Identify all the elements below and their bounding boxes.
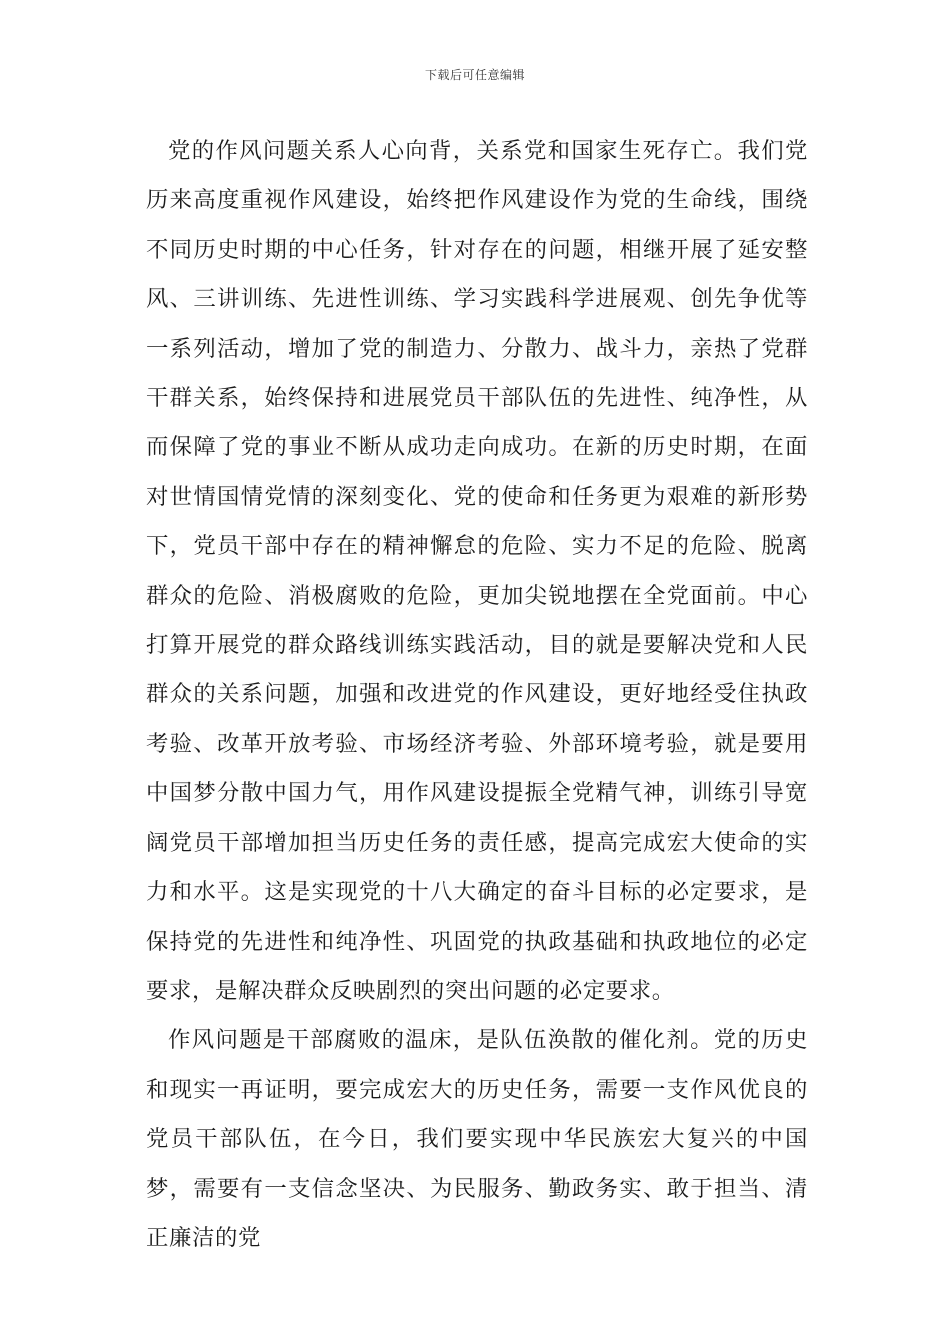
- header-note: 下载后可任意编辑: [424, 68, 525, 82]
- document-body: [146, 127, 808, 1263]
- paragraph-2: 作风问题是干部腐败的温床，是队伍涣散的催化剂。党的历史和现实一再证明，要完成宏大的历史任务，需要一支作风优良的党员干部队伍，在今日，我们要实现中华民族宏大复兴的中国梦，需要有一支信念坚决、为民服务、勤政务实、敢于担当、清正廉洁的党: [146, 1027, 808, 1251]
- paragraph-1: 党的作风问题关系人心向背，关系党和国家生死存亡。我们党历来高度重视作风建设，始终把作风建设作为党的生命线，围绕不同历史时期的中心任务，针对存在的问题，相继开展了延安整风、三讲训练、先进性训练、学习实践科学进展观、创先争优等一系列活动，增加了党的制造力、分散力、战斗力，亲热了党群干群关系，始终保持和进展党员干部队伍的先进性、纯净性，从而保障了党的事业不断从成功走向成功。在新的历史时期，在面对世情国情党情的深刻变化、党的使命和任务更为艰难的新形势下，党员干部中存在的精神懈怠的危险、实力不足的危险、脱离群众的危险、消极腐败的危险，更加尖锐地摆在全党面前。中心打算开展党的群众路线训练实践活动，目的就是要解决党和人民群众的关系问题，加强和改进党的作风建设，更好地经受住执政考验、改革开放考验、市场经济考验、外部环境考验，就是要用中国梦分散中国力气，用作风建设提振全党精气神，训练引导宽阔党员干部增加担当历史任务的责任感，提高完成宏大使命的实力和水平。这是实现党的十八大确定的奋斗目标的必定要求，是保持党的先进性和纯净性、巩固党的执政基础和执政地位的必定要求，是解决群众反映剧烈的突出问题的必定要求。: [146, 138, 808, 1004]
